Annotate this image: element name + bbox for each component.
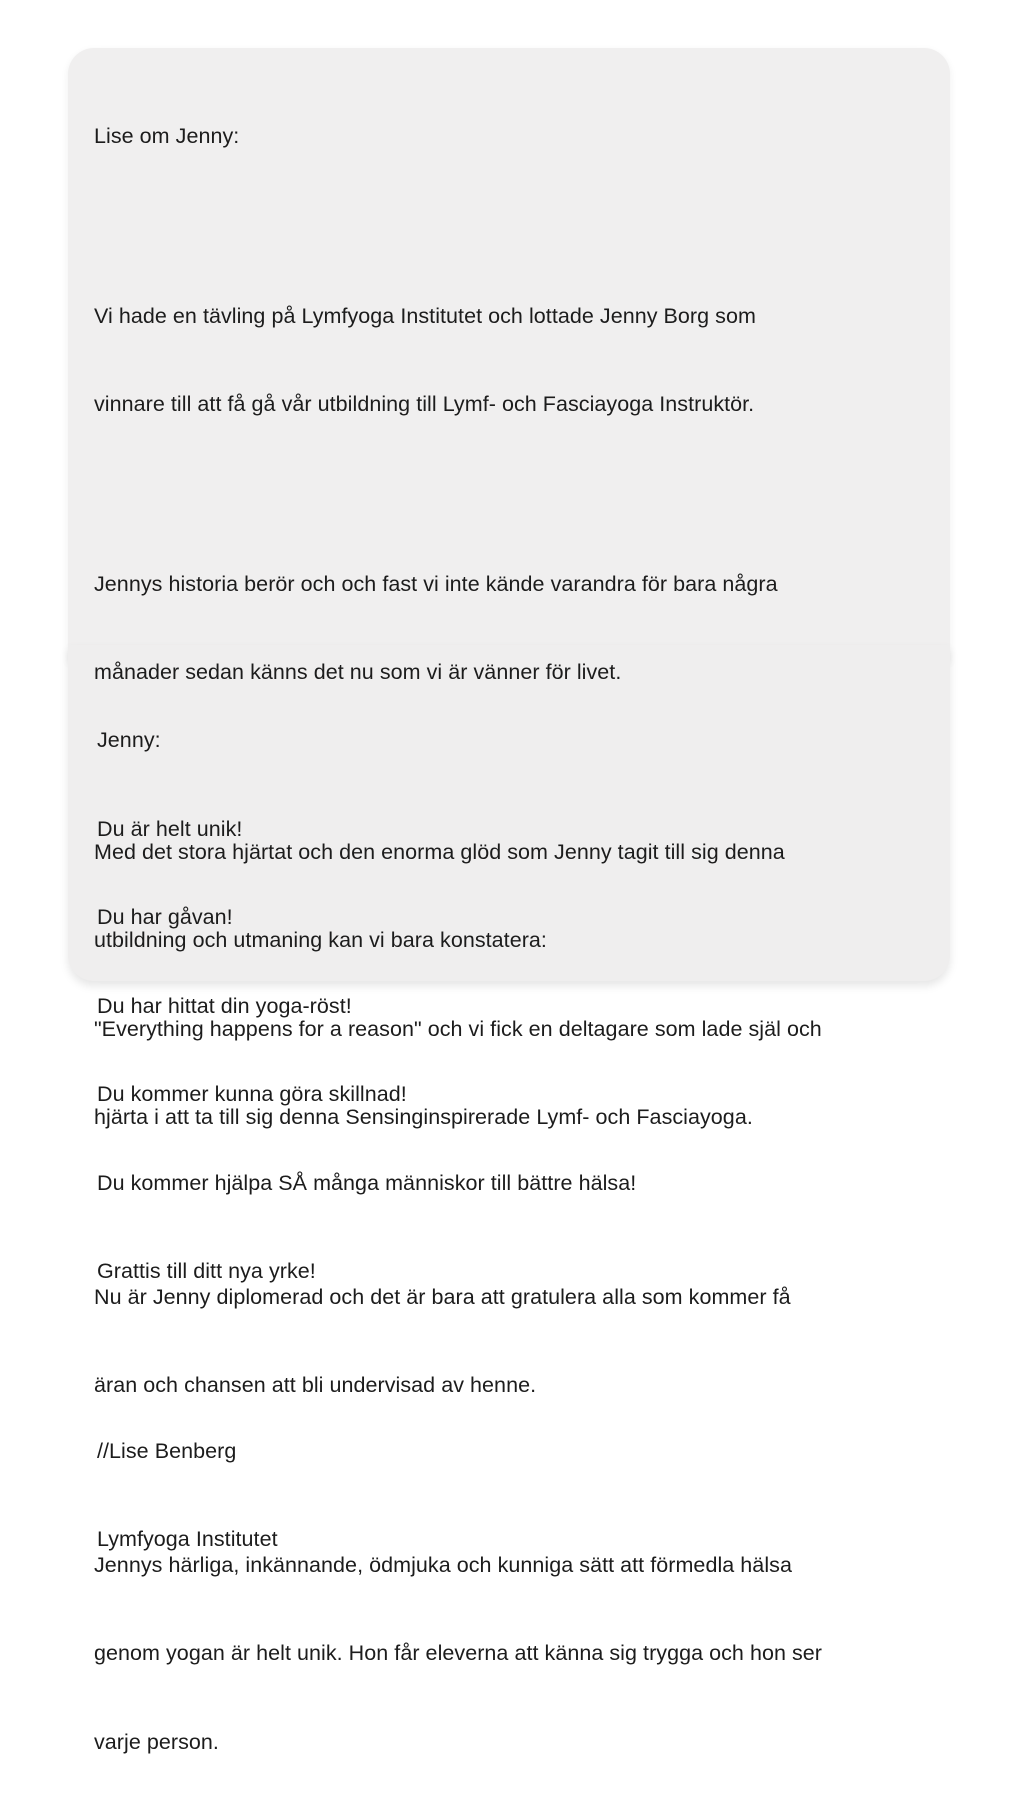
paragraph-line: Vi hade en tävling på Lymfyoga Institutet och lottade Jenny Borg som [94,303,756,328]
paragraph-line: äran och chansen att bli undervisad av henne. [94,1373,537,1397]
list-item: Jenny: [97,728,161,752]
list-item: Du är helt unik! [97,816,243,841]
list-item: Du kommer kunna göra skillnad! [97,1082,407,1106]
paragraph-line: vinnare till att få gå vår utbildning till Lymf- och Fasciayoga Instruktör. [94,392,755,416]
paragraph-line: hjärta i att ta till sig denna Sensinginspirerade Lymf- och Fasciayoga. [94,1105,753,1129]
paragraph-line: Jennys historia berör och och fast vi inte kände varandra för bara några [94,571,778,596]
paragraph-line: utbildning och utmaning kan vi bara konstatera: [94,928,547,952]
paragraph-line: Nu är Jenny diplomerad och det är bara att gratulera alla som kommer få [94,1284,791,1309]
paragraph-line: Med det stora hjärtat och den enorma glöd som Jenny tagit till sig denna [94,839,785,864]
signature-organization: Lymfyoga Institutet [97,1527,278,1551]
paragraph-line: varje person. [94,1729,219,1754]
list-item: Du kommer hjälpa SÅ många människor till bättre hälsa! [97,1170,637,1195]
signature-name: //Lise Benberg [97,1438,237,1463]
paragraph-line: genom yogan är helt unik. Hon får eleverna att känna sig trygga och hon ser [94,1641,823,1665]
list-item: Du har gåvan! [97,905,233,929]
paragraph-line: Jennys härliga, inkännande, ödmjuka och kunniga sätt att förmedla hälsa [94,1552,792,1577]
paragraph-line: månader sedan känns det nu som vi är vänner för livet. [94,660,622,684]
list-item: Du har hittat din yoga-röst! [97,993,352,1018]
list-item: Grattis till ditt nya yrke! [97,1259,316,1283]
message-greeting: Lise om Jenny: [94,124,240,148]
paragraph-line: "Everything happens for a reason" och vi fick en deltagare som lade själ och [94,1016,822,1041]
message-body-lower [97,667,636,1614]
